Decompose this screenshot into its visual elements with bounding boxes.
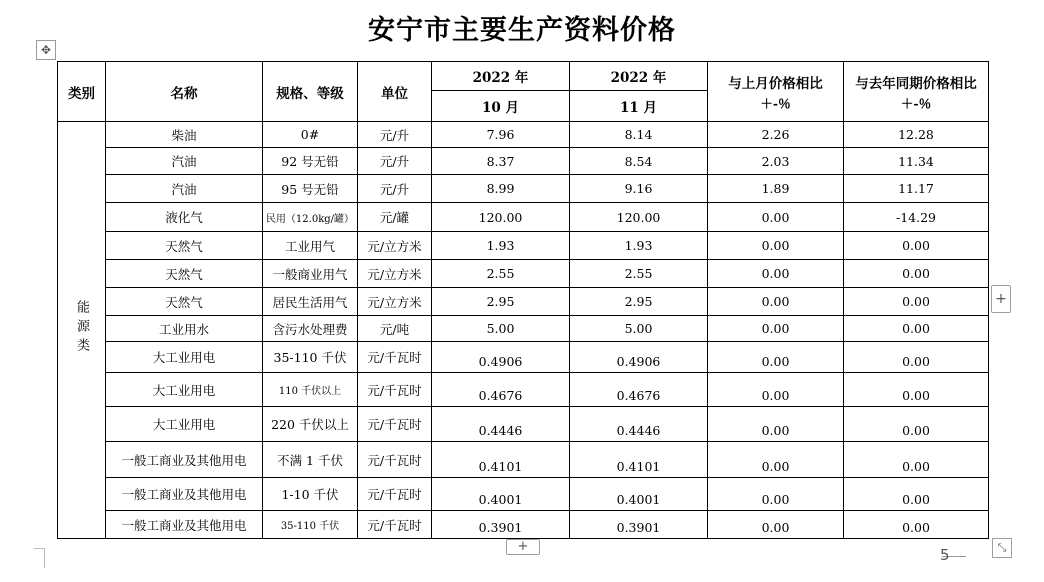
row-yoy-change: 0.00 [844,342,989,373]
header-year-nov: 2022 年 [570,62,708,91]
row-oct-price: 7.96 [432,122,570,148]
category-cell [58,122,106,539]
row-unit: 元/千瓦时 [358,511,432,539]
row-spec: 95 号无铅 [263,175,358,203]
table-row [58,511,989,539]
row-name: 汽油 [106,175,263,203]
row-yoy-change: 0.00 [844,232,989,260]
row-unit: 元/立方米 [358,232,432,260]
category-label: 能源类 [74,300,89,357]
row-mom-change: 0.00 [708,288,844,316]
row-spec: 0# [263,122,358,148]
row-unit: 元/千瓦时 [358,373,432,407]
row-spec: 35-110 千伏 [263,342,358,373]
table-row [58,316,989,342]
row-nov-price: 0.4906 [570,342,708,373]
row-mom-change: 0.00 [708,342,844,373]
row-oct-price: 8.37 [432,148,570,175]
row-oct-price: 1.93 [432,232,570,260]
row-spec: 含污水处理费 [263,316,358,342]
row-mom-change: 0.00 [708,260,844,288]
header-mom [708,62,844,122]
row-mom-change: 0.00 [708,407,844,442]
row-name: 天然气 [106,288,263,316]
page-corner-mark [34,548,45,568]
row-spec: 民用（12.0kg/罐） [263,203,358,232]
row-nov-price: 120.00 [570,203,708,232]
table-row [58,478,989,511]
row-oct-price: 0.3901 [432,511,570,539]
row-oct-price: 0.4676 [432,373,570,407]
row-name: 大工业用电 [106,407,263,442]
row-spec: 一般商业用气 [263,260,358,288]
row-spec: 35-110 千伏 [263,511,358,539]
row-yoy-change: 11.17 [844,175,989,203]
table-row [58,342,989,373]
row-name: 一般工商业及其他用电 [106,442,263,478]
row-nov-price: 0.4676 [570,373,708,407]
row-nov-price: 5.00 [570,316,708,342]
table-row [58,148,989,175]
price-table [57,61,989,539]
row-oct-price: 2.55 [432,260,570,288]
row-nov-price: 1.93 [570,232,708,260]
table-row [58,288,989,316]
row-spec: 不满 1 千伏 [263,442,358,478]
header-spec: 规格、等级 [263,62,358,122]
row-name: 天然气 [106,260,263,288]
row-yoy-change: 11.34 [844,148,989,175]
row-mom-change: 0.00 [708,203,844,232]
row-yoy-change: 0.00 [844,316,989,342]
table-row [58,203,989,232]
header-year-oct: 2022 年 [432,62,570,91]
row-unit: 元/千瓦时 [358,342,432,373]
page-number: 5 [940,546,950,564]
row-yoy-change: 0.00 [844,442,989,478]
header-yoy-title: 与去年同期价格相比 [855,75,977,92]
row-yoy-change: 0.00 [844,407,989,442]
table-row [58,232,989,260]
row-oct-price: 5.00 [432,316,570,342]
table-row [58,260,989,288]
row-nov-price: 2.55 [570,260,708,288]
row-unit: 元/千瓦时 [358,478,432,511]
row-oct-price: 2.95 [432,288,570,316]
header-mom-title: 与上月价格相比 [728,75,823,92]
row-mom-change: 0.00 [708,232,844,260]
row-unit: 元/立方米 [358,288,432,316]
row-spec: 110 千伏以上 [263,373,358,407]
row-nov-price: 0.3901 [570,511,708,539]
row-yoy-change: 0.00 [844,478,989,511]
header-mom-sub: ＋-％ [760,95,791,111]
row-yoy-change: 0.00 [844,373,989,407]
row-nov-price: 0.4001 [570,478,708,511]
add-row-button[interactable]: + [506,539,540,555]
table-move-handle-icon[interactable]: ✥ [36,40,56,60]
row-mom-change: 0.00 [708,511,844,539]
row-name: 天然气 [106,232,263,260]
row-mom-change: 0.00 [708,442,844,478]
row-unit: 元/吨 [358,316,432,342]
row-oct-price: 0.4906 [432,342,570,373]
row-mom-change: 1.89 [708,175,844,203]
table-resize-handle-icon[interactable]: ⤡ [992,538,1012,558]
row-unit: 元/立方米 [358,260,432,288]
row-name: 一般工商业及其他用电 [106,478,263,511]
row-mom-change: 2.26 [708,122,844,148]
header-category: 类别 [58,62,106,122]
row-nov-price: 8.54 [570,148,708,175]
row-unit: 元/升 [358,122,432,148]
row-oct-price: 0.4101 [432,442,570,478]
row-mom-change: 2.03 [708,148,844,175]
row-yoy-change: -14.29 [844,203,989,232]
row-oct-price: 0.4446 [432,407,570,442]
header-name: 名称 [106,62,263,122]
table-row [58,373,989,407]
header-yoy [844,62,989,122]
row-spec: 居民生活用气 [263,288,358,316]
header-month-nov: 11 月 [570,91,708,122]
page-corner-mark [34,548,44,549]
row-spec: 工业用气 [263,232,358,260]
table-row [58,442,989,478]
row-nov-price: 0.4101 [570,442,708,478]
row-oct-price: 0.4001 [432,478,570,511]
row-unit: 元/升 [358,148,432,175]
row-name: 柴油 [106,122,263,148]
row-unit: 元/升 [358,175,432,203]
document-title: 安宁市主要生产资料价格 [368,15,676,46]
row-nov-price: 9.16 [570,175,708,203]
row-yoy-change: 12.28 [844,122,989,148]
row-unit: 元/罐 [358,203,432,232]
row-oct-price: 120.00 [432,203,570,232]
table-row [58,122,989,148]
row-spec: 220 千伏以上 [263,407,358,442]
row-yoy-change: 0.00 [844,288,989,316]
row-name: 大工业用电 [106,373,263,407]
row-unit: 元/千瓦时 [358,442,432,478]
row-yoy-change: 0.00 [844,511,989,539]
row-spec: 92 号无铅 [263,148,358,175]
row-name: 工业用水 [106,316,263,342]
row-mom-change: 0.00 [708,478,844,511]
row-name: 大工业用电 [106,342,263,373]
row-name: 一般工商业及其他用电 [106,511,263,539]
row-nov-price: 0.4446 [570,407,708,442]
row-spec: 1-10 千伏 [263,478,358,511]
header-yoy-sub: ＋-％ [900,95,932,111]
row-name: 汽油 [106,148,263,175]
header-unit: 单位 [358,62,432,122]
row-mom-change: 0.00 [708,316,844,342]
row-nov-price: 8.14 [570,122,708,148]
row-yoy-change: 0.00 [844,260,989,288]
row-nov-price: 2.95 [570,288,708,316]
row-unit: 元/千瓦时 [358,407,432,442]
row-mom-change: 0.00 [708,373,844,407]
row-oct-price: 8.99 [432,175,570,203]
header-month-oct: 10 月 [432,91,570,122]
add-column-button[interactable]: + [991,285,1011,313]
table-row [58,175,989,203]
table-row [58,407,989,442]
row-name: 液化气 [106,203,263,232]
